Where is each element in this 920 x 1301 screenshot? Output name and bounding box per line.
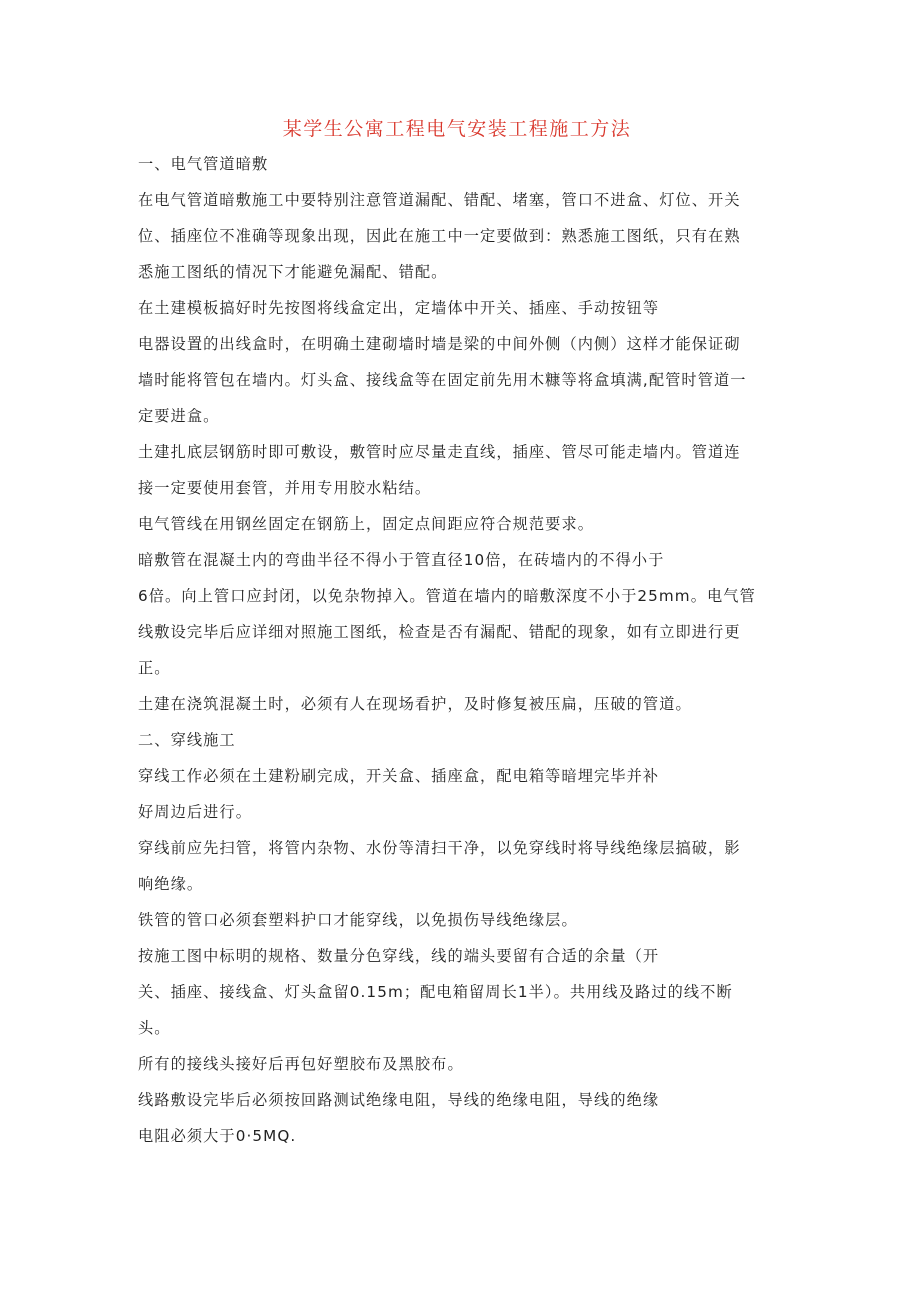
paragraph-line: 穿线前应先扫管，将管内杂物、水份等清扫干净，以免穿线时将导线绝缘层搞破，影 [138,839,741,857]
paragraph-line: 在电气管道暗敷施工中要特别注意管道漏配、错配、堵塞，管口不进盒、灯位、开关 [138,191,741,209]
paragraph-line: 电器设置的出线盒时，在明确土建砌墙时墙是梁的中间外侧（内侧）这样才能保证砌 [138,335,741,353]
paragraph-line: 所有的接线头接好后再包好塑胶布及黑胶布。 [138,1055,464,1073]
paragraph-line: 穿线工作必须在土建粉刷完成，开关盒、插座盒，配电箱等暗埋完毕并补 [138,767,660,785]
paragraph-line: 关、插座、接线盒、灯头盒留0.15m；配电箱留周长1半）。共用线及路过的线不断 [138,983,733,1001]
document-page [138,112,788,1154]
paragraph-line: 定要进盒。 [138,407,220,425]
paragraph-line: 墙时能将管包在墙内。灯头盒、接线盒等在固定前先用木糠等将盒填满,配管时管道一 [138,371,747,389]
paragraph-line: 土建扎底层钢筋时即可敷设，敷管时应尽量走直线，插座、管尽可能走墙内。管道连 [138,443,741,461]
paragraph-line: 铁管的管口必须套塑料护口才能穿线，以免损伤导线绝缘层。 [138,911,578,929]
paragraph-line: 响绝缘。 [138,875,204,893]
paragraph-line: 位、插座位不准确等现象出现，因此在施工中一定要做到：熟悉施工图纸，只有在熟 [138,227,741,245]
section-heading-2: 二、穿线施工 [138,731,236,749]
paragraph-line: 悉施工图纸的情况下才能避免漏配、错配。 [138,263,448,281]
paragraph-line: 接一定要使用套管，并用专用胶水粘结。 [138,479,432,497]
paragraph-line: 线敷设完毕后应详细对照施工图纸，检查是否有漏配、错配的现象，如有立即进行更 [138,623,741,641]
paragraph-line: 土建在浇筑混凝土时，必须有人在现场看护，及时修复被压扁，压破的管道。 [138,695,692,713]
paragraph-line: 好周边后进行。 [138,803,253,821]
paragraph-line: 暗敷管在混凝土内的弯曲半径不得小于管直径10倍，在砖墙内的不得小于 [138,551,665,569]
section-heading-1: 一、电气管道暗敷 [138,155,269,173]
paragraph-line: 电阻必须大于0·5MQ. [138,1127,297,1145]
paragraph-line: 在土建模板搞好时先按图将线盒定出，定墙体中开关、插座、手动按钮等 [138,299,660,317]
paragraph-line: 头。 [138,1019,171,1037]
document-title: 某学生公寓工程电气安装工程施工方法 [282,118,632,140]
paragraph-line: 按施工图中标明的规格、数量分色穿线，线的端头要留有合适的余量（开 [138,947,660,965]
paragraph-line: 电气管线在用钢丝固定在钢筋上，固定点间距应符合规范要求。 [138,515,595,533]
paragraph-line: 线路敷设完毕后必须按回路测试绝缘电阻，导线的绝缘电阻，导线的绝缘 [138,1091,660,1109]
paragraph-line: 正。 [138,659,171,677]
paragraph-line: 6倍。向上管口应封闭，以免杂物掉入。管道在墙内的暗敷深度不小于25mm。电气管 [138,587,756,605]
